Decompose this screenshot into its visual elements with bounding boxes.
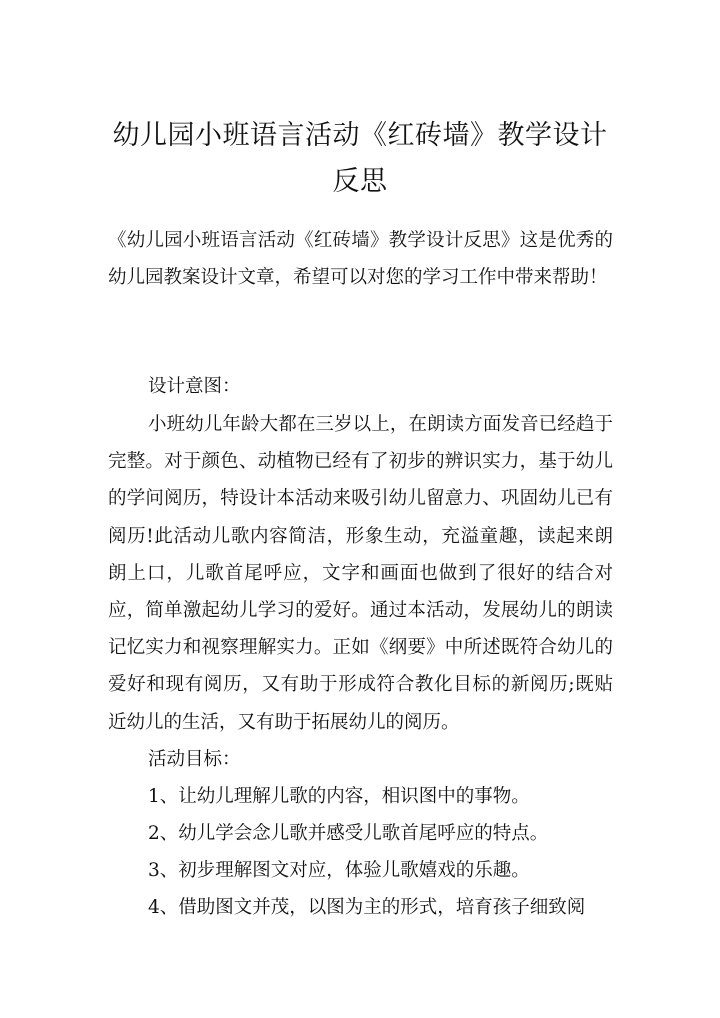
- goal-item: 2、幼儿学会念儿歌并感受儿歌首尾呼应的特点。: [148, 823, 549, 844]
- goal-item: 4、借助图文并茂，以图为主的形式，培育孩子细致阅: [148, 897, 586, 918]
- goal-item: 3、初步理解图文对应，体验儿歌嬉戏的乐趣。: [148, 860, 530, 881]
- design-heading: 设计意图：: [148, 376, 241, 397]
- goal-item: 1、让幼儿理解儿歌的内容，相识图中的事物。: [148, 786, 530, 807]
- design-body-paragraph: 小班幼儿年龄大都在三岁以上，在朗读方面发音已经趋于完整。对于颜色、动植物已经有了初步的辨识实力，基于幼儿的学问阅历，特设计本活动来吸引幼儿留意力、巩固幼儿已有阅历!此活动儿歌内容简洁，形象生动，充溢童趣，读起来朗朗上口，儿歌首尾呼应，文字和画面也做到了很好的结合对应，简单激起幼儿学习的爱好。通过本活动，发展幼儿的朗读记忆实力和视察理解实力。正如《纲要》中所述既符合幼儿的爱好和现有阅历，又有助于形成符合教化目标的新阅历;既贴近幼儿的生活，又有助于拓展幼儿的阅历。: [108, 414, 613, 733]
- document-title: 幼儿园小班语言活动《红砖墙》教学设计反思: [112, 120, 608, 197]
- intro-paragraph: 《幼儿园小班语言活动《红砖墙》教学设计反思》这是优秀的幼儿园教案设计文章，希望可以对您的学习工作中带来帮助！: [108, 230, 613, 288]
- goals-heading: 活动目标：: [148, 749, 241, 770]
